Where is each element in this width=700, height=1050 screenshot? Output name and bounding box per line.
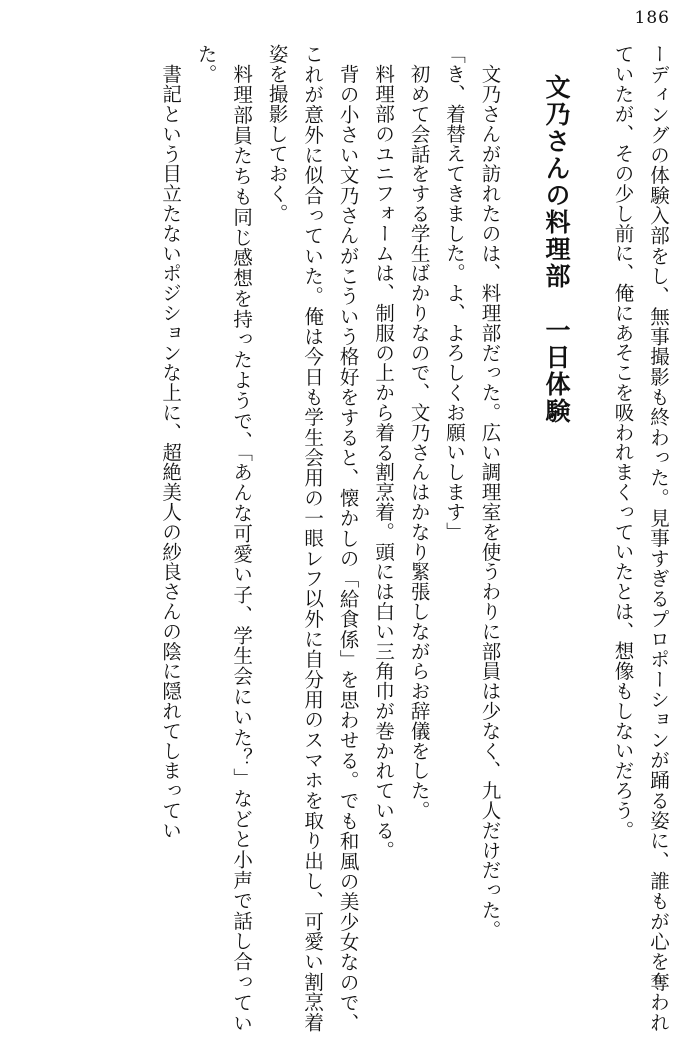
paragraph: 初めて会話をする学生ばかりなので、文乃さんはかなり緊張しながらお辞儀をした。 <box>407 63 431 820</box>
paragraph: 料理部員たちも同じ感想を持ったようで、「あんな可愛い子、学生会にいた？」などと小声で話し合っていた。 <box>194 44 254 1032</box>
paragraph-spacer <box>508 44 534 45</box>
paragraph: 料理部のユニフォームは、制服の上から着る割烹着。頭には白い三角巾が巻かれている。 <box>372 63 396 860</box>
paragraph: 背の小さい文乃さんがこういう格好をすると、懐かしの「給食係」を思わせる。でも和風の美少女なので、これが意外に似合っていた。俺は今日も学生会用の一眼レフ以外に自分用のスマホを取り出し、可愛い割烹着姿を撮影しておく。 <box>265 44 360 1032</box>
paragraph: 書記という目立たないポジションな上に、超絶美人の紗良さんの陰に隠れてしまってい <box>159 63 183 840</box>
page-number: 186 <box>634 8 670 28</box>
paragraph: 文乃さんが訪れたのは、料理部だった。広い調理室を使うわりに部員は少なく、九人だけだった。 <box>478 63 502 940</box>
paragraph: ーディングの体験入部をし、無事撮影も終わった。見事すぎるプロポーションが踊る姿に、誰もが心を奪われていたが、その少し前に、俺にあそこを吸われまくっていたとは、想像もしないだろう。 <box>611 44 670 1032</box>
page-body-text <box>22 44 676 1032</box>
chapter-title: 文乃さんの料理部 一日体験 <box>542 74 572 425</box>
paragraph-spacer <box>579 44 605 45</box>
paragraph: 「き、着替えてきました。よ、よろしくお願いします」 <box>443 44 467 542</box>
